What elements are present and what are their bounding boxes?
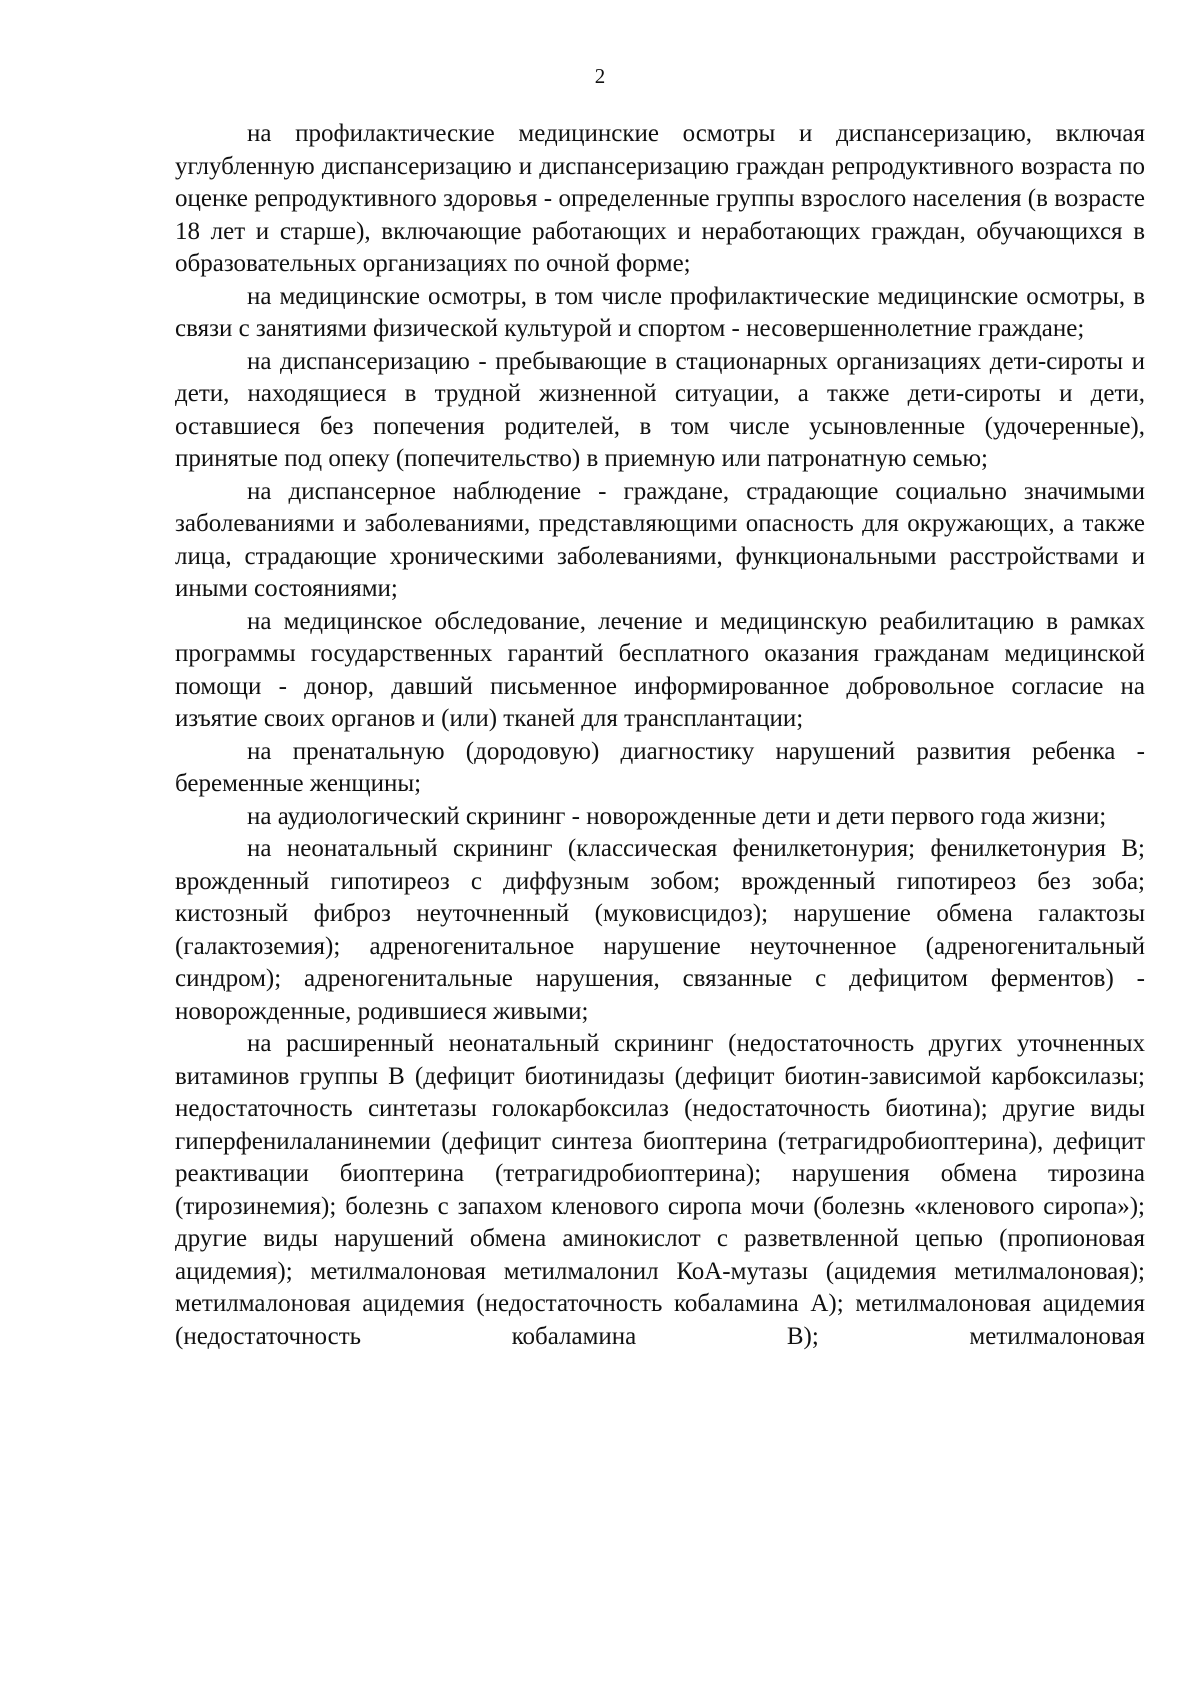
paragraph-prenatal-diagnostics: на пренатальную (дородовую) диагностику нарушений развития ребенка - беременные женщины; — [175, 737, 1145, 797]
page-number: 2 — [594, 64, 606, 88]
paragraph-neonatal-screening: на неонатальный скрининг (классическая фенилкетонурия; фенилкетонурия B; врожденный гипотиреоз с диффузным зобом; врожденный гипотиреоз без зоба; кистозный фиброз неуточненный (муковисцидоз); нарушение обмена галактозы (галактоземия); адреногенитальное нарушение неуточненное (адреногенитальный синдром); адреногенитальные нарушения, связанные с дефицитом ферментов) - новорожденные, родившиеся живыми; — [175, 835, 1145, 1025]
paragraph-orphans-dispensarization: на диспансеризацию - пребывающие в стационарных организациях дети-сироты и дети, находящиеся в трудной жизненной ситуации, а также дети-сироты и дети, оставшиеся без попечения родителей, в том числе усыновленные (удочеренные), принятые под опеку (попечительство) в приемную или патронатную семью; — [175, 347, 1145, 472]
paragraph-preventive-checkups: на профилактические медицинские осмотры и диспансеризацию, включая углубленную диспансеризацию и диспансеризацию граждан репродуктивного возраста по оценке репродуктивного здоровья - определенные группы взрослого населения (в возрасте 18 лет и старше), включающие работающих и неработающих граждан, обучающихся в образовательных организациях по очной форме; — [175, 120, 1145, 277]
paragraph-organ-donor: на медицинское обследование, лечение и медицинскую реабилитацию в рамках программы государственных гарантий бесплатного оказания гражданам медицинской помощи - донор, давший письменное информированное добровольное согласие на изъятие своих органов и (или) тканей для трансплантации; — [175, 607, 1145, 732]
paragraph-dispensary-observation: на диспансерное наблюдение - граждане, страдающие социально значимыми заболеваниями и заболеваниями, представляющими опасность для окружающих, а также лица, страдающие хроническими заболеваниями, функциональными расстройствами и иными состояниями; — [175, 477, 1145, 602]
document-body — [175, 118, 1145, 1353]
paragraph-extended-neonatal-screening: на расширенный неонатальный скрининг (недостаточность других уточненных витаминов группы B (дефицит биотинидазы (дефицит биотин-зависимой карбоксилазы; недостаточность синтетазы голокарбоксилаз (недостаточность биотина); другие виды гиперфенилаланинемии (дефицит синтеза биоптерина (тетрагидробиоптерина), дефицит реактивации биоптерина (тетрагидробиоптерина); нарушения обмена тирозина (тирозинемия); болезнь с запахом кленового сиропа мочи (болезнь «кленового сиропа»); другие виды нарушений обмена аминокислот с разветвленной цепью (пропионовая ацидемия); метилмалоновая метилмалонил КоА-мутазы (ацидемия метилмалоновая); метилмалоновая ацидемия (недостаточность кобаламина A); метилмалоновая ацидемия (недостаточность кобаламина B); метилмалоновая — [175, 1030, 1145, 1350]
paragraph-audiological-screening: на аудиологический скрининг - новорожденные дети и дети первого года жизни; — [247, 802, 1107, 830]
paragraph-medical-exams-minors: на медицинские осмотры, в том числе профилактические медицинские осмотры, в связи с занятиями физической культурой и спортом - несовершеннолетние граждане; — [175, 282, 1145, 342]
